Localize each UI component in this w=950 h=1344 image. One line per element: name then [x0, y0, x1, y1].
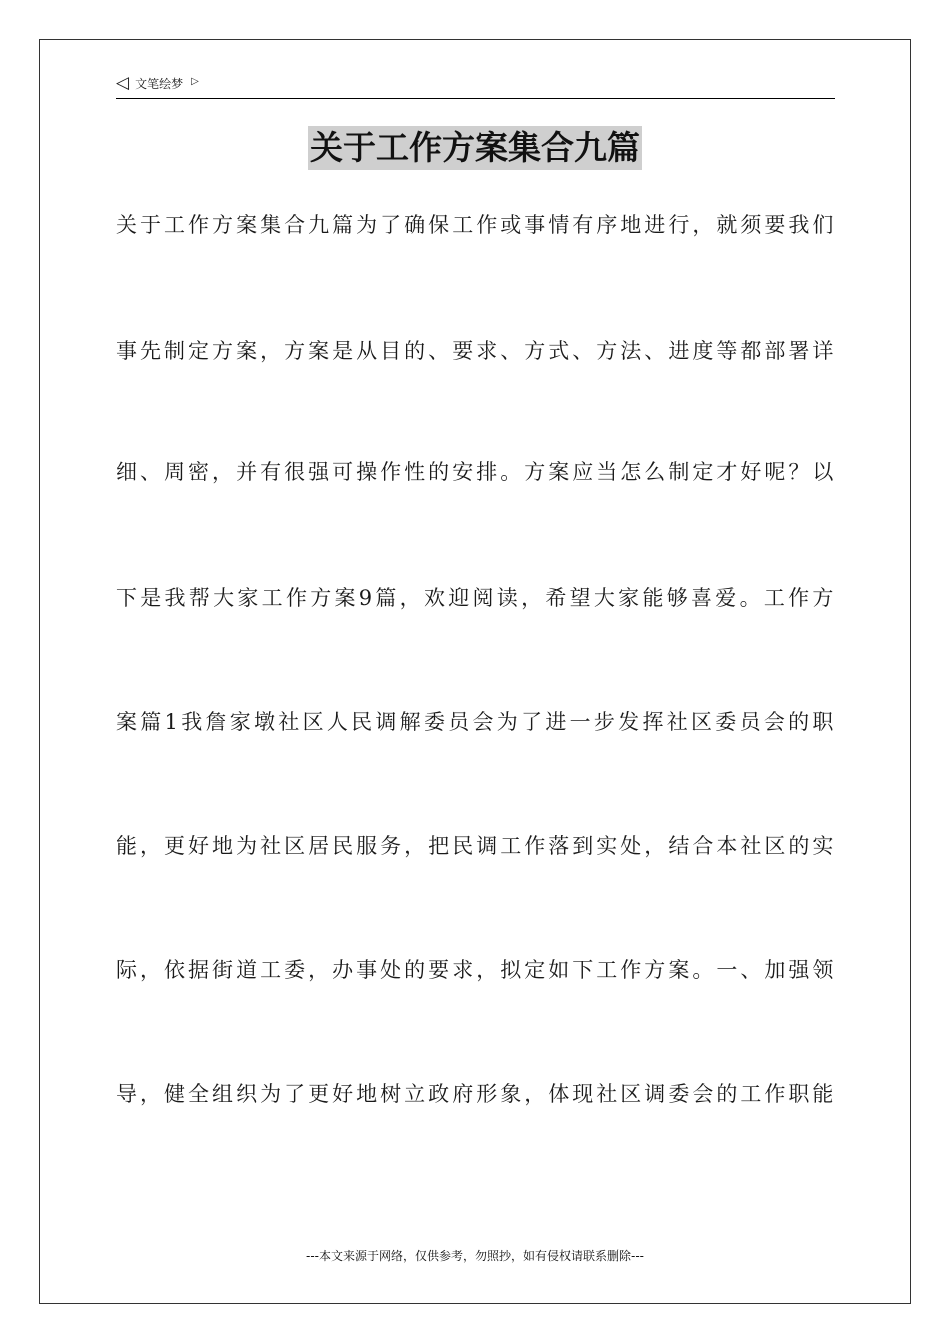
- body-line: 细、周密，并有很强可操作性的安排。方案应当怎么制定才好呢？以: [116, 460, 835, 484]
- title-container: [0, 126, 950, 170]
- header-brand: 文笔绘梦: [135, 77, 184, 91]
- triangle-left-icon: ◁: [116, 73, 130, 93]
- body-line: 能，更好地为社区居民服务，把民调工作落到实处，结合本社区的实: [116, 834, 835, 858]
- footer-disclaimer: ---本文来源于网络，仅供参考，勿照抄，如有侵权请联系删除---: [306, 1249, 644, 1263]
- triangle-right-icon: ▷: [191, 76, 199, 87]
- body-line: 际，依据街道工委，办事处的要求，拟定如下工作方案。一、加强领: [116, 958, 835, 982]
- document-title: 关于工作方案集合九篇: [308, 126, 642, 170]
- body-line: 事先制定方案，方案是从目的、要求、方式、方法、进度等都部署详: [116, 339, 835, 363]
- body-line: 导，健全组织为了更好地树立政府形象，体现社区调委会的工作职能: [116, 1082, 835, 1106]
- body-line: 案篇1我詹家墩社区人民调解委员会为了进一步发挥社区委员会的职: [116, 710, 835, 734]
- body-line: 关于工作方案集合九篇为了确保工作或事情有序地进行，就须要我们: [116, 213, 835, 237]
- page-header: [116, 73, 835, 99]
- body-line: 下是我帮大家工作方案9篇，欢迎阅读，希望大家能够喜爱。工作方: [116, 586, 835, 610]
